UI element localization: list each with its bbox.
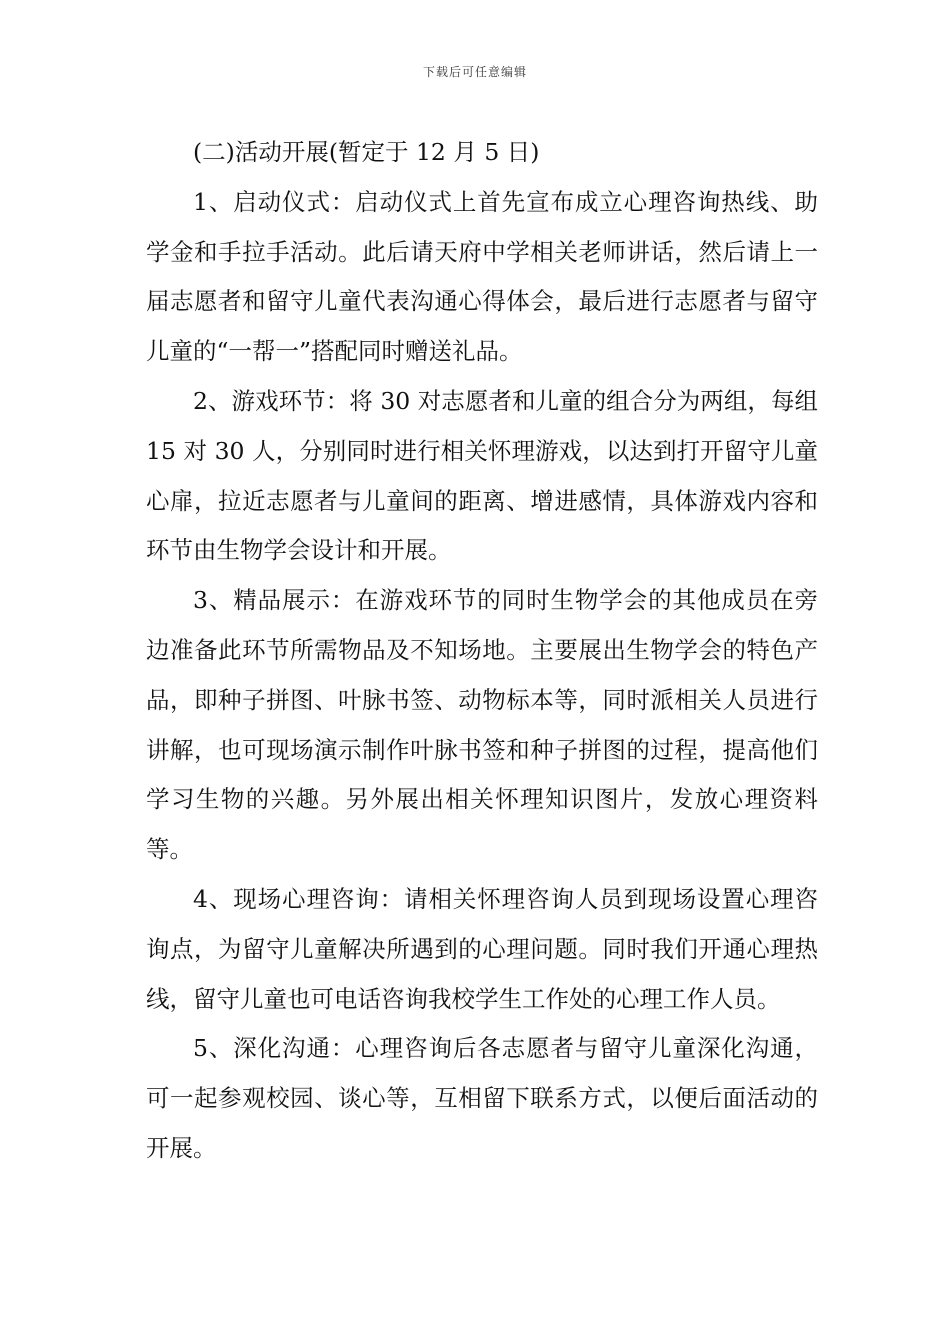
- paragraph-opening-ceremony: 1、启动仪式：启动仪式上首先宣布成立心理咨询热线、助学金和手拉手活动。此后请天府中学相关老师讲话，然后请上一届志愿者和留守儿童代表沟通心得体会，最后进行志愿者与留守儿童的“一帮一”搭配同时赠送礼品。: [146, 187, 818, 366]
- paragraph-game-session: 2、游戏环节：将 30 对志愿者和儿童的组合分为两组，每组 15 对 30 人，分别同时进行相关怀理游戏，以达到打开留守儿童心扉，拉近志愿者与儿童间的距离、增进感情，具体游戏内容和环节由生物学会设计和开展。: [146, 386, 818, 565]
- paragraph-deep-communication: 5、深化沟通：心理咨询后各志愿者与留守儿童深化沟通，可一起参观校园、谈心等，互相留下联系方式，以便后面活动的开展。: [146, 1034, 818, 1162]
- paragraph-exhibition: 3、精品展示：在游戏环节的同时生物学会的其他成员在旁边准备此环节所需物品及不知场地。主要展出生物学会的特色产品，即种子拼图、叶脉书签、动物标本等，同时派相关人员进行讲解，也可现场演示制作叶脉书签和种子拼图的过程，提高他们学习生物的兴趣。另外展出相关怀理知识图片，发放心理资料等。: [146, 586, 818, 864]
- paragraph-psych-consulting: 4、现场心理咨询：请相关怀理咨询人员到现场设置心理咨询点，为留守儿童解决所遇到的心理问题。同时我们开通心理热线，留守儿童也可电话咨询我校学生工作处的心理工作人员。: [146, 884, 818, 1013]
- section-title: (二)活动开展(暂定于 12 月 5 日): [193, 138, 540, 166]
- page-header: 下载后可任意编辑: [422, 65, 527, 79]
- document-body: [146, 128, 818, 1174]
